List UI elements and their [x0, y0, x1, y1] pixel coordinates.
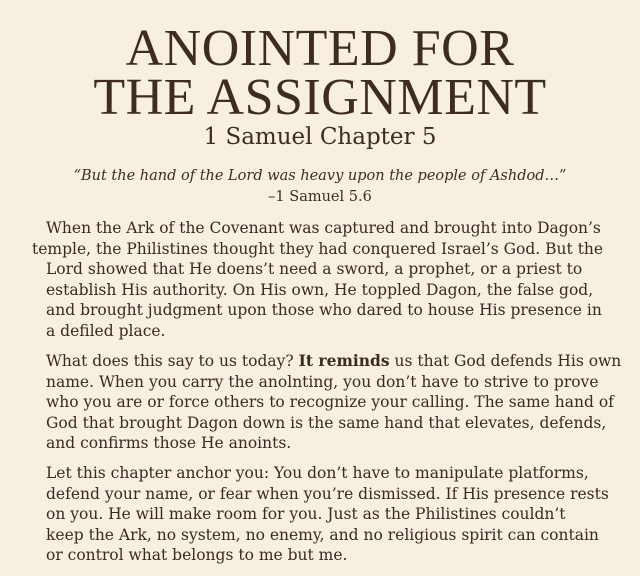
paragraph-line: establish His authority. On His own, He toppled Dagon, the false god,: [46, 280, 594, 299]
paragraph-3: [34, 463, 610, 566]
title-line-2: THE ASSIGNMENT: [93, 69, 547, 126]
paragraph-text: What does this say to us today?: [46, 352, 299, 370]
paragraph-line: a defiled place.: [46, 321, 166, 340]
paragraph-line: Let this chapter anchor you: You don’t have to manipulate platforms,: [46, 464, 589, 482]
paragraph-line: on you. He will make room for you. Just as the Philistines couldn’t: [46, 505, 566, 523]
paragraph-line: or control what belongs to me but me.: [46, 546, 348, 564]
paragraph-line: Lord showed that He doens’t need a sword, a prophet, or a priest to: [46, 260, 583, 278]
paragraph-line: who you are or force others to recognize your calling. The same hand of: [46, 393, 614, 411]
paragraph-line: [34, 351, 622, 372]
scripture-quote: “But the hand of the Lord was heavy upon the people of Ashdod…”: [73, 168, 567, 184]
paragraph-line: God that brought Dagon down is the same hand that elevates, defends,: [46, 413, 607, 432]
paragraph-line: name. When you carry the anolnting, you don’t have to strive to prove: [46, 372, 599, 391]
emphasis-text: It reminds: [298, 351, 390, 370]
paragraph-line: defend your name, or fear when you’re dismissed. If His presence rests: [46, 484, 609, 503]
title-line-1: ANOINTED FOR: [125, 20, 515, 77]
paragraph-1: [34, 218, 610, 341]
paragraph-line: and confirms those He anoints.: [46, 434, 292, 452]
paragraph-line: and brought judgment upon those who dared to house His presence in: [46, 301, 602, 319]
paragraph-text: us that God defends His own: [389, 352, 622, 370]
paragraph-2: [34, 351, 622, 454]
paragraph-line: keep the Ark, no system, no enemy, and no religious spirit can contain: [46, 525, 599, 544]
scripture-reference: –1 Samuel 5.6: [268, 189, 372, 205]
paragraph-line: When the Ark of the Covenant was captured and brought into Dagon’s: [46, 219, 601, 237]
chapter-subtitle: 1 Samuel Chapter 5: [203, 124, 437, 150]
paragraph-line: temple, the Philistines thought they had conquered Israel’s God. But the: [32, 239, 604, 258]
